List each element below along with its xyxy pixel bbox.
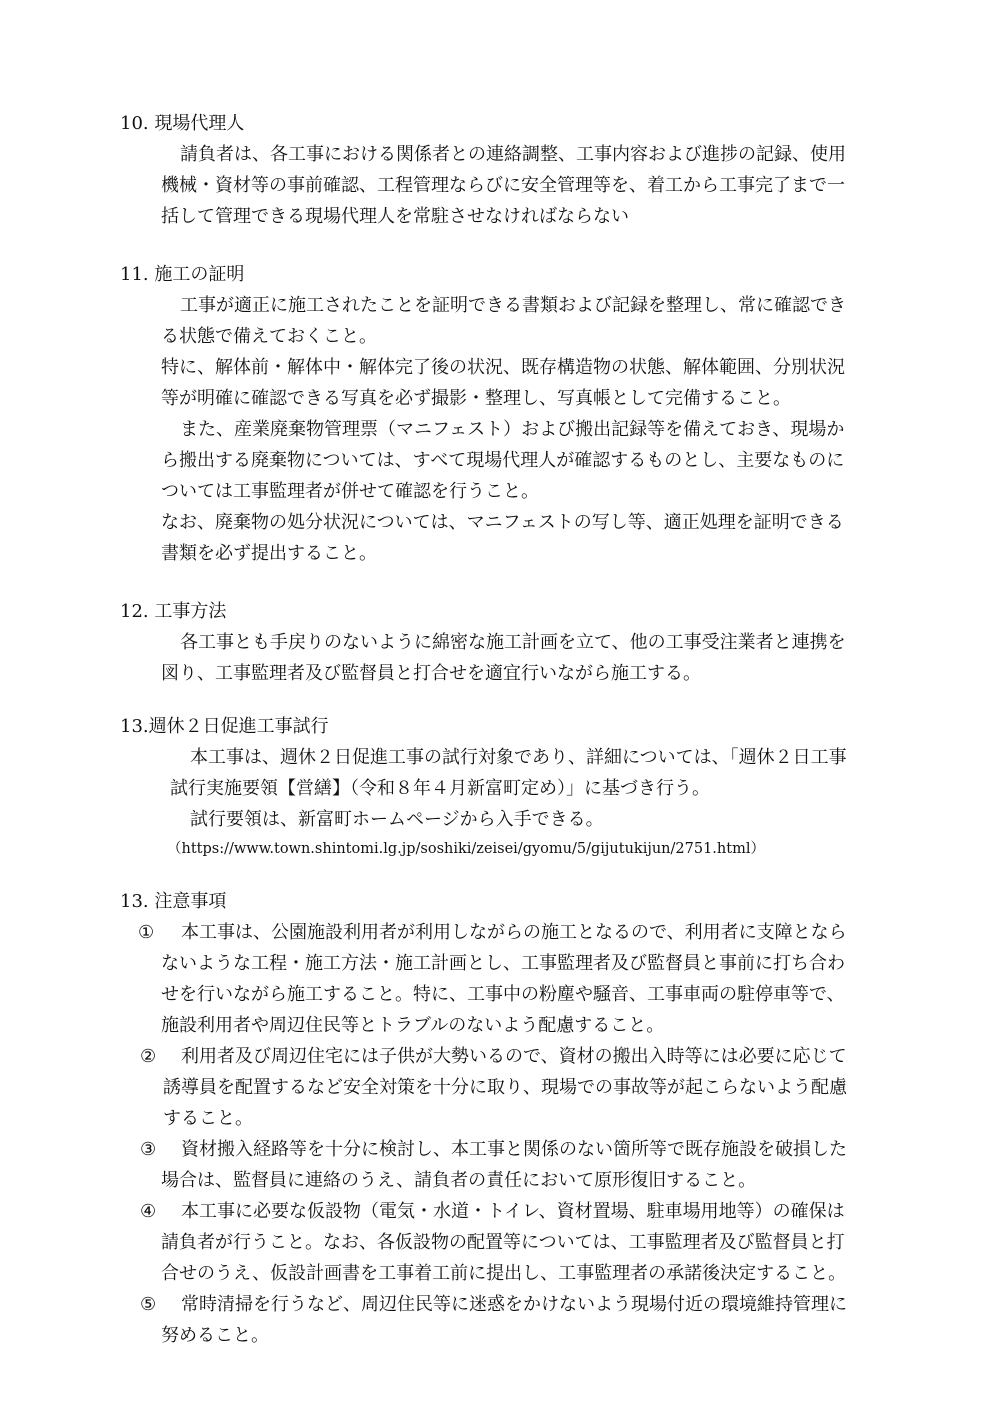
section-12-title: 12. 工事方法 [120,601,227,622]
section-10-line-1: 請負者は、各工事における関係者との連絡調整、工事内容および進捗の記録、使用 [180,144,846,165]
section-13a-url: （https://www.town.shintomi.lg.jp/soshiki/zeisei/gyomu/5/gijutukijun/2751.html） [167,841,765,857]
section-11-line-5: また、産業廃棄物管理票（マニフェスト）および搬出記録等を備えておき、現場か [180,419,845,440]
section-10-line-3: 括して管理できる現場代理人を常駐させなければならない [161,206,629,227]
section-10-title: 10. 現場代理人 [120,113,245,134]
section-13a-line-1: 本工事は、週休２日促進工事の試行対象であり、詳細については、「週休２日工事 [190,747,847,768]
section-11-title: 11. 施工の証明 [120,264,245,285]
section-13a-title: 13.週休２日促進工事試行 [120,716,329,737]
section-12-line-2: 図り、工事監理者及び監督員と打合せを適宜行いながら施工する。 [161,663,701,684]
section-11-line-8: なお、廃棄物の処分状況については、マニフェストの写し等、適正処理を証明できる [161,512,844,533]
section-13b-title: 13. 注意事項 [120,891,227,912]
item-2-line-1: 利用者及び周辺住宅には子供が大勢いるので、資材の搬出入時等には必要に応じて [181,1046,847,1067]
section-11-line-1: 工事が適正に施工されたことを証明できる書類および記録を整理し、常に確認でき [180,295,846,316]
item-1-line-2: ないような工程・施工方法・施工計画とし、工事監理者及び監督員と事前に打ち合わ [161,953,845,974]
section-10-line-2: 機械・資材等の事前確認、工程管理ならびに安全管理等を、着工から工事完了まで一 [161,175,845,196]
item-3-marker: ③ [140,1139,157,1160]
item-5-line-1: 常時清掃を行うなど、周辺住民等に迷惑をかけないよう現場付近の環境維持管理に [181,1294,847,1315]
section-11-line-2: る状態で備えておくこと。 [161,326,377,347]
section-11-line-3: 特に、解体前・解体中・解体完了後の状況、既存構造物の状態、解体範囲、分別状況 [161,357,845,378]
item-5-line-2: 努めること。 [161,1325,269,1346]
item-2-line-2: 誘導員を配置するなど安全対策を十分に取り、現場での事故等が起こらないよう配慮 [163,1077,847,1098]
item-4-marker: ④ [140,1201,157,1222]
section-13a-line-3: 試行要領は、新富町ホームページから入手できる。 [190,809,604,830]
item-2-line-3: すること。 [163,1108,253,1129]
section-11-line-6: ら搬出する廃棄物については、すべて現場代理人が確認するものとし、主要なものに [161,450,845,471]
item-4-line-2: 請負者が行うこと。なお、各仮設物の配置等については、工事監理者及び監督員と打 [161,1232,845,1253]
item-4-line-1: 本工事に必要な仮設物（電気・水道・トイレ、資材置場、駐車場用地等）の確保は [181,1201,845,1222]
item-1-line-3: せを行いながら施工すること。特に、工事中の粉塵や騒音、工事車両の駐停車等で、 [161,984,845,1005]
item-4-line-3: 合せのうえ、仮設計画書を工事着工前に提出し、工事監理者の承諾後決定すること。 [161,1263,847,1284]
item-1-line-4: 施設利用者や周辺住民等とトラブルのないよう配慮すること。 [161,1015,665,1036]
item-1-marker: ① [138,922,155,943]
item-2-marker: ② [140,1046,157,1067]
item-3-line-2: 場合は、監督員に連絡のうえ、請負者の責任において原形復旧すること。 [161,1170,757,1191]
section-12-line-1: 各工事とも手戻りのないように綿密な施工計画を立て、他の工事受注業者と連携を [180,632,846,653]
item-3-line-1: 資材搬入経路等を十分に検討し、本工事と関係のない箇所等で既存施設を破損した [181,1139,847,1160]
section-11-line-7: ついては工事監理者が併せて確認を行うこと。 [161,481,539,502]
section-11-line-9: 書類を必ず提出すること。 [161,543,377,564]
section-13a-line-2: 試行実施要領【営繕】（令和８年４月新富町定め）」に基づき行う。 [170,778,710,799]
item-5-marker: ⑤ [140,1294,157,1315]
item-1-line-1: 本工事は、公園施設利用者が利用しながらの施工となるので、利用者に支障となら [181,922,847,943]
section-11-line-4: 等が明確に確認できる写真を必ず撮影・整理し、写真帳として完備すること。 [161,388,791,409]
